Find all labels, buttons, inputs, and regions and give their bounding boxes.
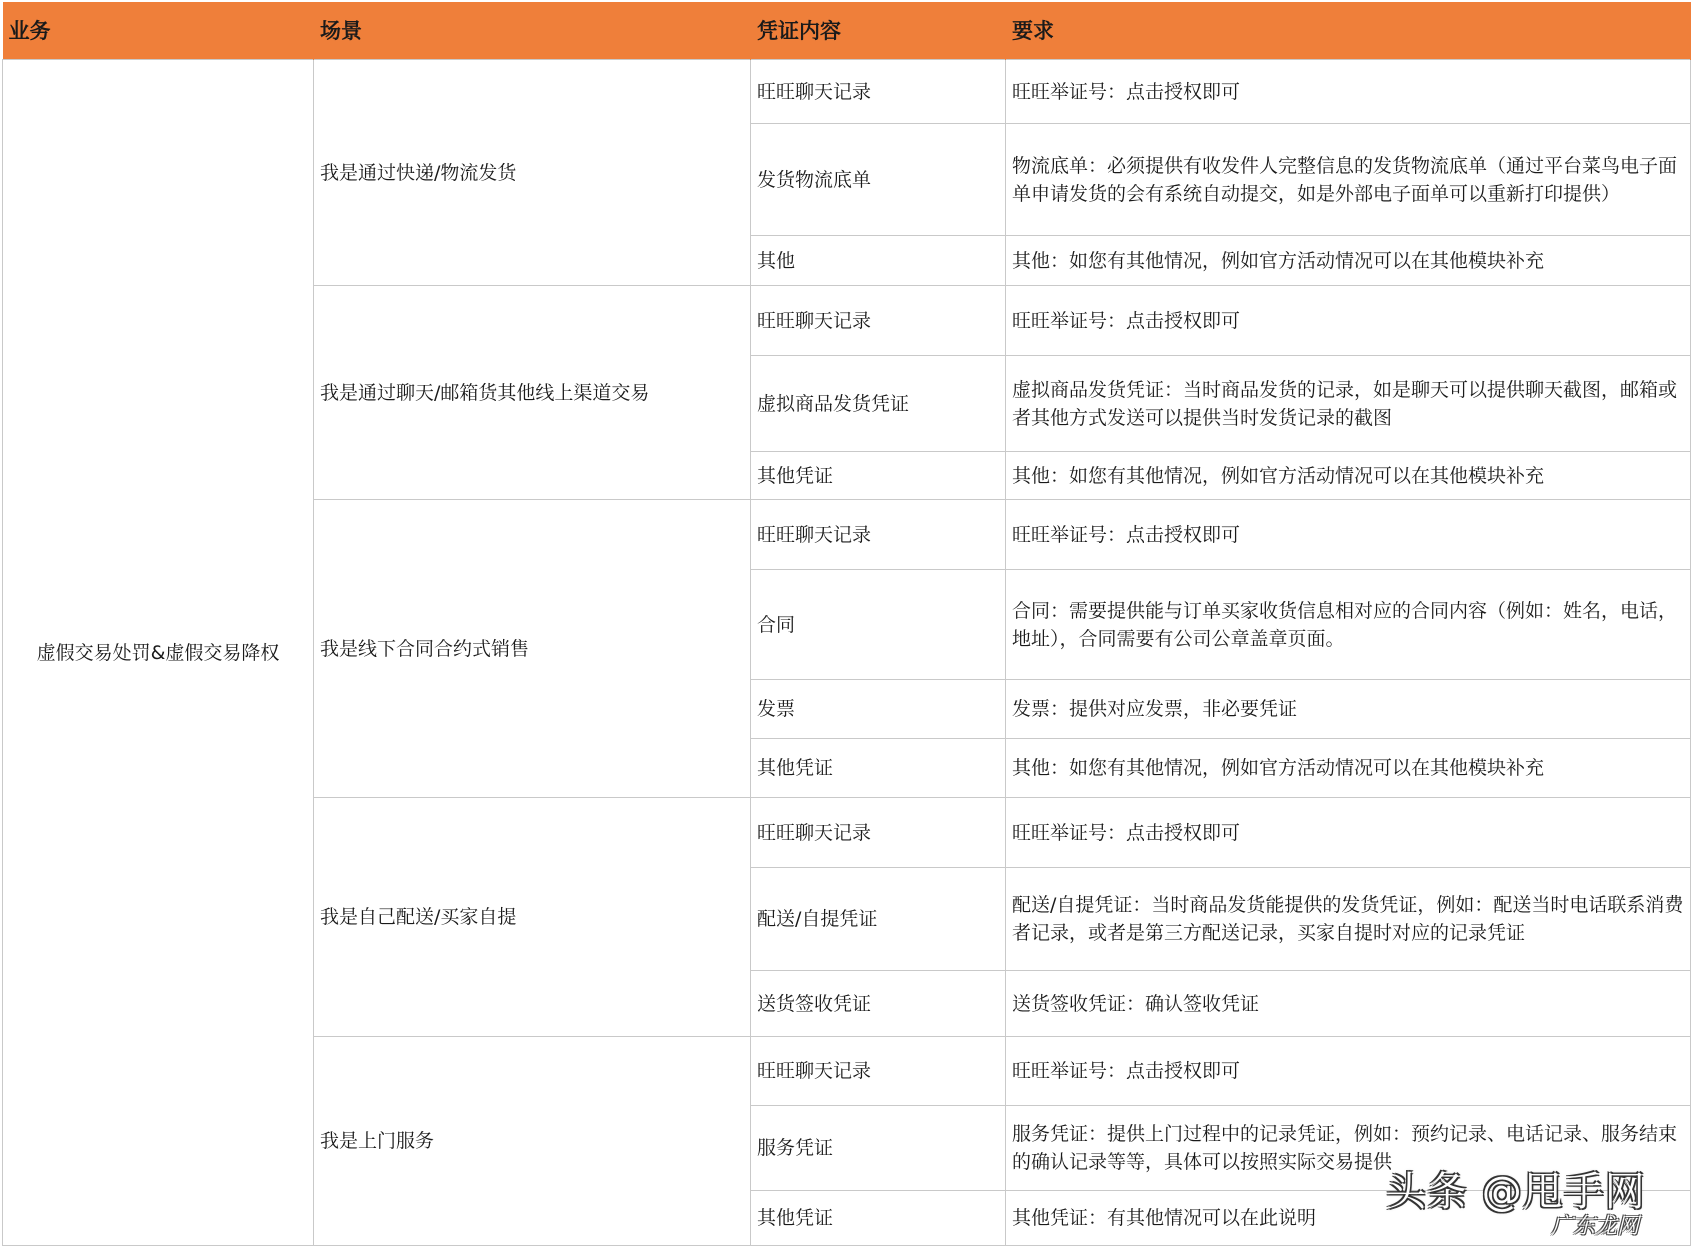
scenario-cell: 我是通过快递/物流发货 xyxy=(314,60,751,286)
evidence-cell: 旺旺聊天记录 xyxy=(751,798,1006,868)
evidence-cell: 配送/自提凭证 xyxy=(751,868,1006,971)
evidence-cell: 旺旺聊天记录 xyxy=(751,286,1006,356)
requirement-cell: 旺旺举证号：点击授权即可 xyxy=(1006,500,1691,570)
header-business: 业务 xyxy=(3,2,314,60)
scenario-cell: 我是上门服务 xyxy=(314,1037,751,1246)
evidence-cell: 合同 xyxy=(751,570,1006,680)
requirement-cell: 合同：需要提供能与订单买家收货信息相对应的合同内容（例如：姓名，电话，地址），合同需要有公司公章盖章页面。 xyxy=(1006,570,1691,680)
evidence-table xyxy=(2,2,1691,1246)
evidence-cell: 其他 xyxy=(751,236,1006,286)
scenario-cell: 我是通过聊天/邮箱货其他线上渠道交易 xyxy=(314,286,751,500)
header-evidence: 凭证内容 xyxy=(751,2,1006,60)
table-row xyxy=(3,60,1691,124)
requirement-cell: 旺旺举证号：点击授权即可 xyxy=(1006,1037,1691,1106)
watermark-main-text: 头条 @甩手网 xyxy=(1386,1169,1646,1215)
requirement-cell: 发票：提供对应发票，非必要凭证 xyxy=(1006,680,1691,739)
evidence-cell: 其他凭证 xyxy=(751,739,1006,798)
header-row xyxy=(3,2,1691,60)
evidence-cell: 其他凭证 xyxy=(751,452,1006,500)
requirement-cell: 旺旺举证号：点击授权即可 xyxy=(1006,798,1691,868)
requirement-cell: 旺旺举证号：点击授权即可 xyxy=(1006,60,1691,124)
evidence-cell: 虚拟商品发货凭证 xyxy=(751,356,1006,452)
evidence-cell: 旺旺聊天记录 xyxy=(751,500,1006,570)
requirement-cell: 其他：如您有其他情况，例如官方活动情况可以在其他模块补充 xyxy=(1006,452,1691,500)
evidence-cell: 发票 xyxy=(751,680,1006,739)
requirement-cell: 旺旺举证号：点击授权即可 xyxy=(1006,286,1691,356)
evidence-cell: 送货签收凭证 xyxy=(751,971,1006,1037)
scenario-cell: 我是线下合同合约式销售 xyxy=(314,500,751,798)
watermark-sub-text: 广东龙网 xyxy=(1551,1214,1640,1239)
business-cell: 虚假交易处罚&虚假交易降权 xyxy=(3,60,314,1246)
requirement-cell: 配送/自提凭证：当时商品发货能提供的发货凭证，例如：配送当时电话联系消费者记录，或者是第三方配送记录，买家自提时对应的记录凭证 xyxy=(1006,868,1691,971)
requirement-cell: 其他：如您有其他情况，例如官方活动情况可以在其他模块补充 xyxy=(1006,739,1691,798)
requirement-cell: 其他：如您有其他情况，例如官方活动情况可以在其他模块补充 xyxy=(1006,236,1691,286)
requirement-cell: 虚拟商品发货凭证：当时商品发货的记录，如是聊天可以提供聊天截图，邮箱或者其他方式发送可以提供当时发货记录的截图 xyxy=(1006,356,1691,452)
requirement-cell: 送货签收凭证：确认签收凭证 xyxy=(1006,971,1691,1037)
evidence-cell: 旺旺聊天记录 xyxy=(751,1037,1006,1106)
requirement-cell: 其他凭证：有其他情况可以在此说明 xyxy=(1006,1191,1691,1246)
requirement-cell: 物流底单：必须提供有收发件人完整信息的发货物流底单（通过平台菜鸟电子面单申请发货的会有系统自动提交，如是外部电子面单可以重新打印提供） xyxy=(1006,124,1691,236)
scenario-cell: 我是自己配送/买家自提 xyxy=(314,798,751,1037)
evidence-cell: 旺旺聊天记录 xyxy=(751,60,1006,124)
requirement-cell: 服务凭证：提供上门过程中的记录凭证，例如：预约记录、电话记录、服务结束的确认记录等等，具体可以按照实际交易提供 xyxy=(1006,1106,1691,1191)
header-requirement: 要求 xyxy=(1006,2,1691,60)
evidence-cell: 其他凭证 xyxy=(751,1191,1006,1246)
evidence-cell: 服务凭证 xyxy=(751,1106,1006,1191)
evidence-cell: 发货物流底单 xyxy=(751,124,1006,236)
header-scenario: 场景 xyxy=(314,2,751,60)
